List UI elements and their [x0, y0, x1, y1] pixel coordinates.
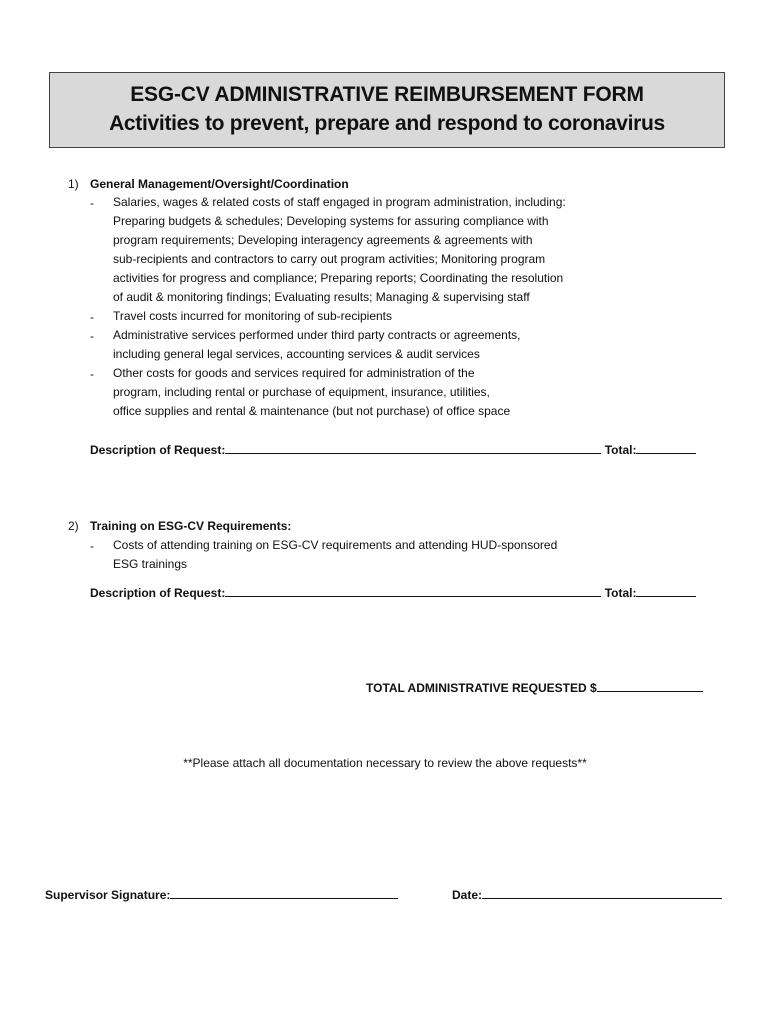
section-1-bullet-3	[113, 326, 653, 364]
total-administrative-label: TOTAL ADMINISTRATIVE REQUESTED $	[366, 681, 597, 695]
section-1-title: General Management/Oversight/Coordination	[90, 177, 349, 191]
section-1-description-row	[90, 442, 696, 457]
bullet-dash: -	[90, 329, 94, 343]
section-1-number: 1)	[68, 177, 79, 191]
bullet-line: Administrative services performed under third party contracts or agreements,	[113, 328, 521, 342]
bullet-line: Travel costs incurred for monitoring of sub-recipients	[113, 309, 392, 323]
section-1-bullet-1	[113, 193, 653, 307]
total-administrative-row	[366, 680, 703, 695]
bullet-dash: -	[90, 539, 94, 553]
supervisor-signature-input[interactable]	[170, 887, 398, 899]
total-administrative-input[interactable]	[597, 680, 703, 692]
supervisor-signature-row	[45, 887, 398, 902]
form-title: ESG-CV ADMINISTRATIVE REIMBURSEMENT FORM	[130, 83, 644, 106]
description-label: Description of Request:	[90, 586, 226, 600]
section-2-description-row	[90, 585, 696, 600]
total-input[interactable]	[636, 585, 696, 597]
bullet-line: Other costs for goods and services required for administration of the	[113, 366, 475, 380]
bullet-line: Salaries, wages & related costs of staff engaged in program administration, including:	[113, 195, 566, 209]
bullet-line: sub-recipients and contractors to carry out program activities; Monitoring program	[113, 252, 546, 266]
date-row	[452, 887, 722, 902]
bullet-line: activities for progress and compliance; Preparing reports; Coordinating the resolution	[113, 271, 564, 285]
description-label: Description of Request:	[90, 443, 226, 457]
form-subtitle: Activities to prevent, prepare and respond to coronavirus	[109, 112, 665, 135]
total-input[interactable]	[636, 442, 696, 454]
supervisor-signature-label: Supervisor Signature:	[45, 888, 171, 902]
total-label: Total:	[604, 586, 637, 600]
section-1-bullet-4	[113, 364, 653, 421]
section-2-number: 2)	[68, 519, 79, 533]
bullet-line: Costs of attending training on ESG-CV requirements and attending HUD-sponsored	[113, 538, 558, 552]
bullet-dash: -	[90, 196, 94, 210]
form-header	[49, 72, 725, 148]
attachment-note: **Please attach all documentation necessary to review the above requests**	[183, 756, 587, 770]
bullet-line: program, including rental or purchase of equipment, insurance, utilities,	[113, 385, 490, 399]
bullet-line: ESG trainings	[113, 557, 188, 571]
bullet-line: including general legal services, accounting services & audit services	[113, 347, 480, 361]
bullet-line: office supplies and rental & maintenance (but not purchase) of office space	[113, 404, 511, 418]
bullet-line: of audit & monitoring findings; Evaluating results; Managing & supervising staff	[113, 290, 530, 304]
section-2-title: Training on ESG-CV Requirements:	[90, 519, 292, 533]
date-input[interactable]	[482, 887, 722, 899]
bullet-dash: -	[90, 310, 94, 324]
section-1-bullet-2	[113, 307, 653, 326]
description-input[interactable]	[225, 442, 601, 454]
date-label: Date:	[452, 888, 483, 902]
total-label: Total:	[604, 443, 637, 457]
section-2-bullet-1	[113, 536, 653, 574]
description-input[interactable]	[225, 585, 601, 597]
bullet-dash: -	[90, 367, 94, 381]
bullet-line: program requirements; Developing interagency agreements & agreements with	[113, 233, 533, 247]
bullet-line: Preparing budgets & schedules; Developing systems for assuring compliance with	[113, 214, 549, 228]
